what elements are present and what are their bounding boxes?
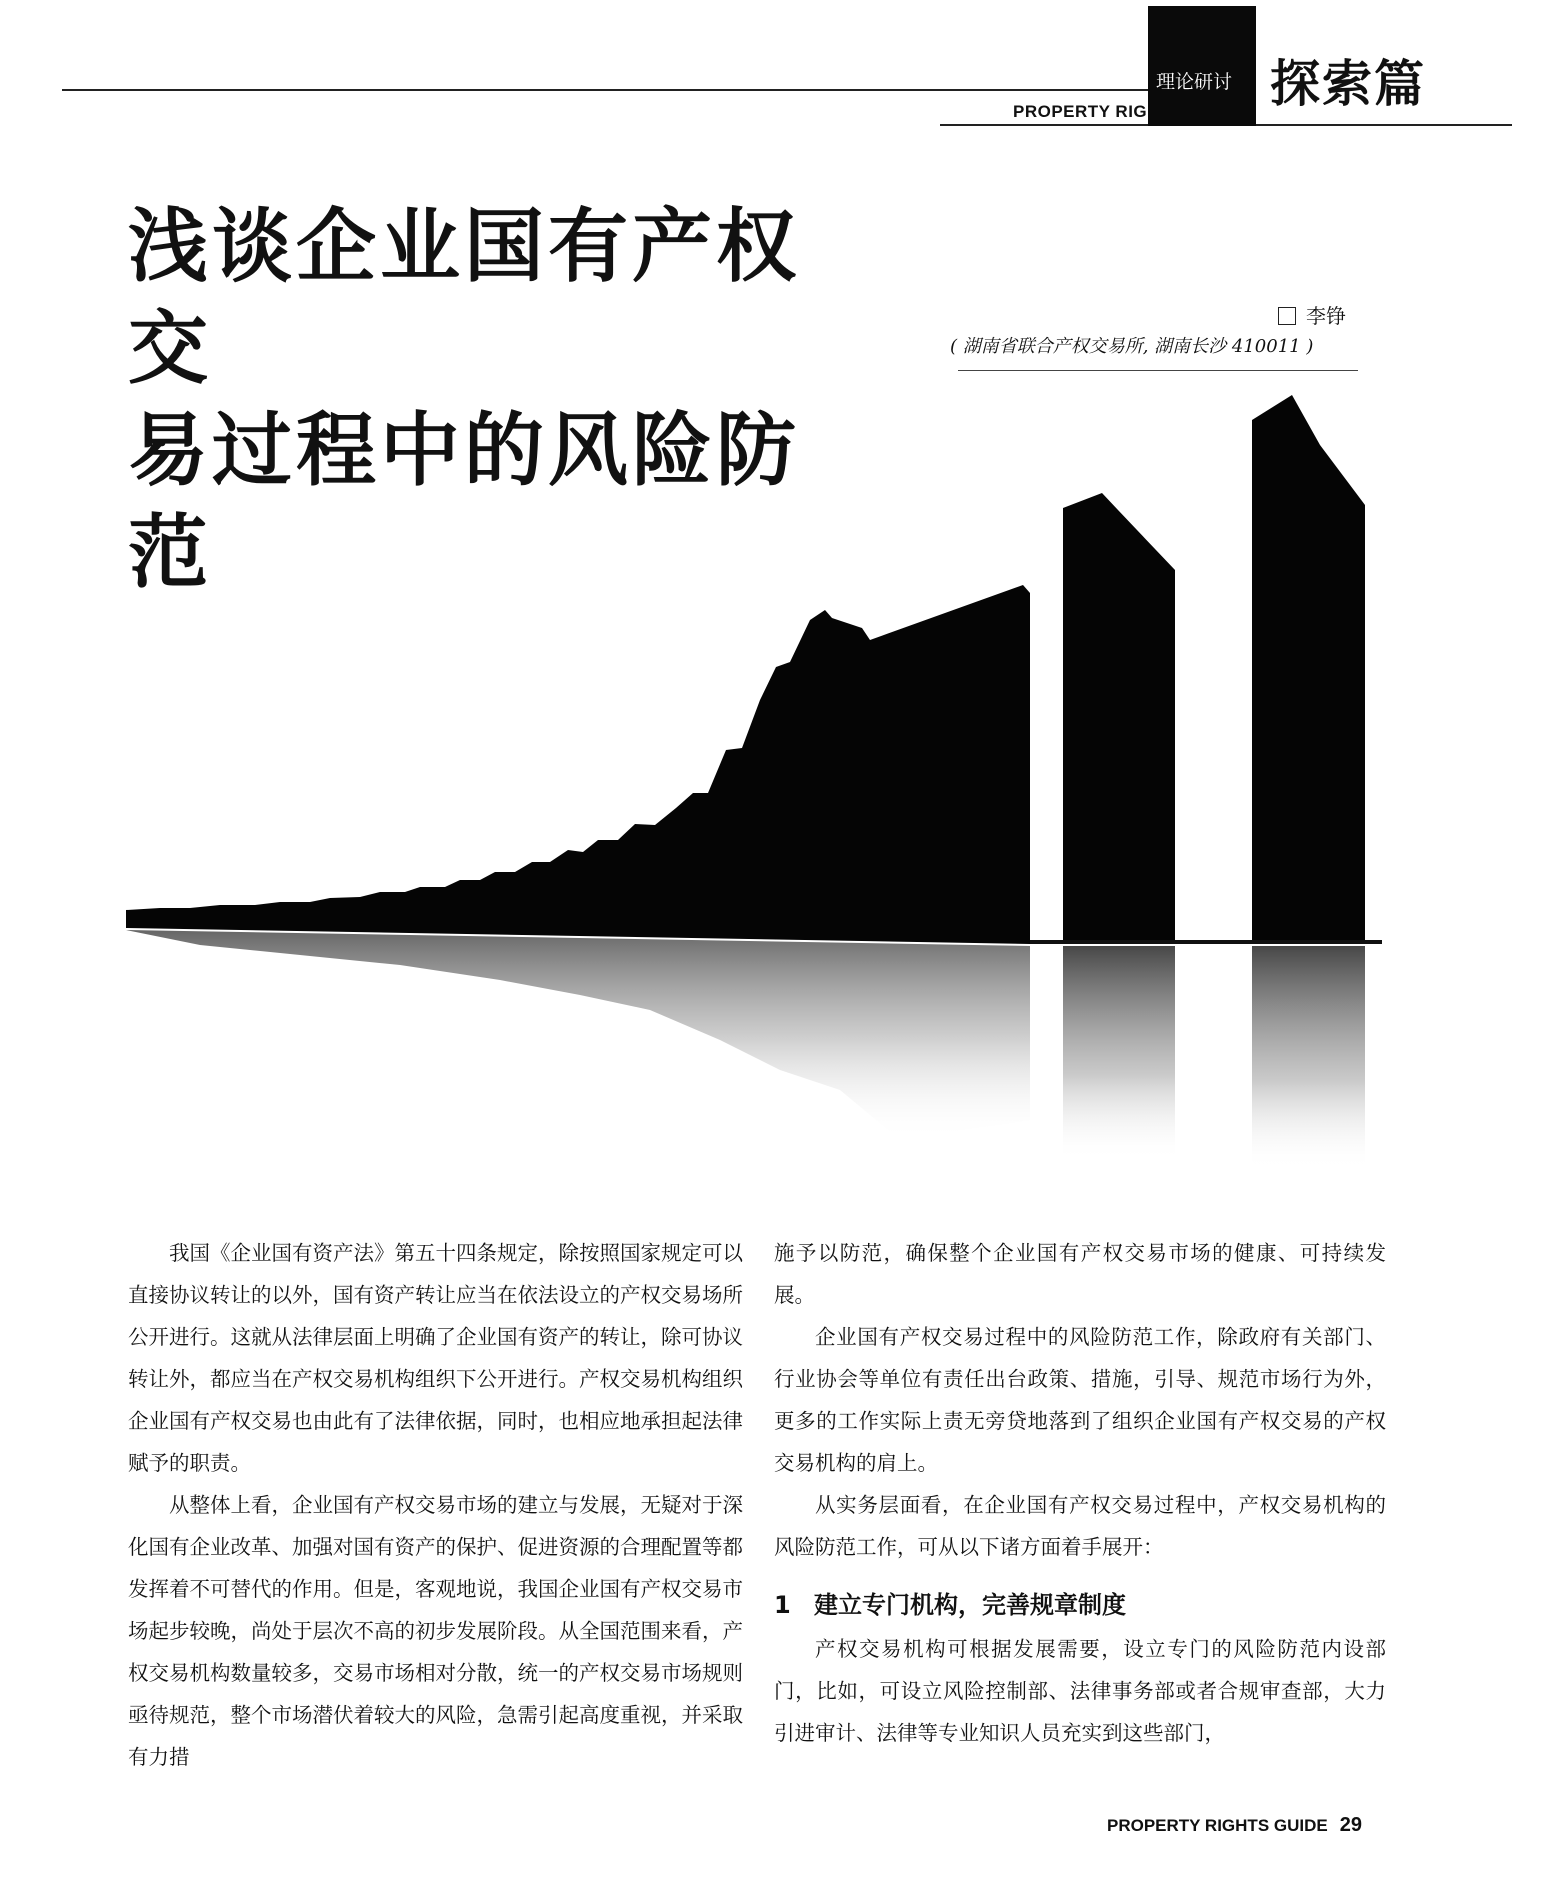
section-heading [774,1582,1386,1628]
tall-block-2 [1252,395,1365,944]
page-footer [1107,1814,1362,1837]
body-paragraph: 我国《企业国有资产法》第五十四条规定，除按照国家规定可以直接协议转让的以外，国有资产转让应当在依法设立的产权交易场所公开进行。这就从法律层面上明确了企业国有资产的转让，除可协议转让外，都应当在产权交易机构组织下公开进行。产权交易机构组织企业国有产权交易也由此有了法律依据，同时，也相应地承担起法律赋予的职责。 [128,1241,743,1475]
reflection-main [126,930,1030,1140]
body-left-column [128,1232,743,1778]
article-title-line2: 易过程中的风险防范 [128,404,800,599]
reflection-tall-1 [1063,946,1175,1160]
body-paragraph: 产权交易机构可根据发展需要，设立专门的风险防范内设部门，比如，可设立风险控制部、法律事务部或者合规审查部，大力引进审计、法律等专业知识人员充实到这些部门， [774,1637,1386,1745]
header-section-small: 理论研讨 [1156,71,1233,93]
reflection-tall-2 [1252,946,1365,1170]
author-affiliation: ( 湖南省联合产权交易所, 湖南长沙 410011 ) [950,336,1314,357]
body-paragraph-continued: 施予以防范，确保整个企业国有产权交易市场的健康、可持续发展。 [774,1241,1386,1307]
tall-block-1 [1063,493,1175,944]
section-title: 建立专门机构，完善规章制度 [814,1591,1126,1619]
page-number: 29 [1339,1814,1362,1836]
footer-journal: PROPERTY RIGHTS GUIDE [1107,1816,1328,1835]
body-paragraph: 从整体上看，企业国有产权交易市场的建立与发展，无疑对于深化国有企业改革、加强对国有资产的保护、促进资源的合理配置等都发挥着不可替代的作用。但是，客观地说，我国企业国有产权交易市场起步较晚，尚处于层次不高的初步发展阶段。从全国范围来看，产权交易机构数量较多，交易市场相对分散，统一的产权交易市场规则亟待规范，整个市场潜伏着较大的风险，急需引起高度重视，并采取有力措 [128,1493,743,1769]
header-section-main: 探索篇 [1270,54,1426,113]
rising-blocks-shape [126,585,1030,944]
baseline [1030,940,1382,944]
body-paragraph: 企业国有产权交易过程中的风险防范工作，除政府有关部门、行业协会等单位有责任出台政策、措施，引导、规范市场行为外，更多的工作实际上责无旁贷地落到了组织企业国有产权交易的产权交易机构的肩上。 [774,1325,1386,1475]
section-number: 1 [774,1591,791,1619]
header-journal-english: PROPERTY RIG [1013,102,1148,121]
body-paragraph: 从实务层面看，在企业国有产权交易过程中，产权交易机构的风险防范工作，可从以下诸方面着手展开： [774,1493,1386,1559]
author-name: 李铮 [1306,304,1346,328]
body-right-column [774,1232,1386,1754]
article-title-line1: 浅谈企业国有产权交 [128,200,800,395]
